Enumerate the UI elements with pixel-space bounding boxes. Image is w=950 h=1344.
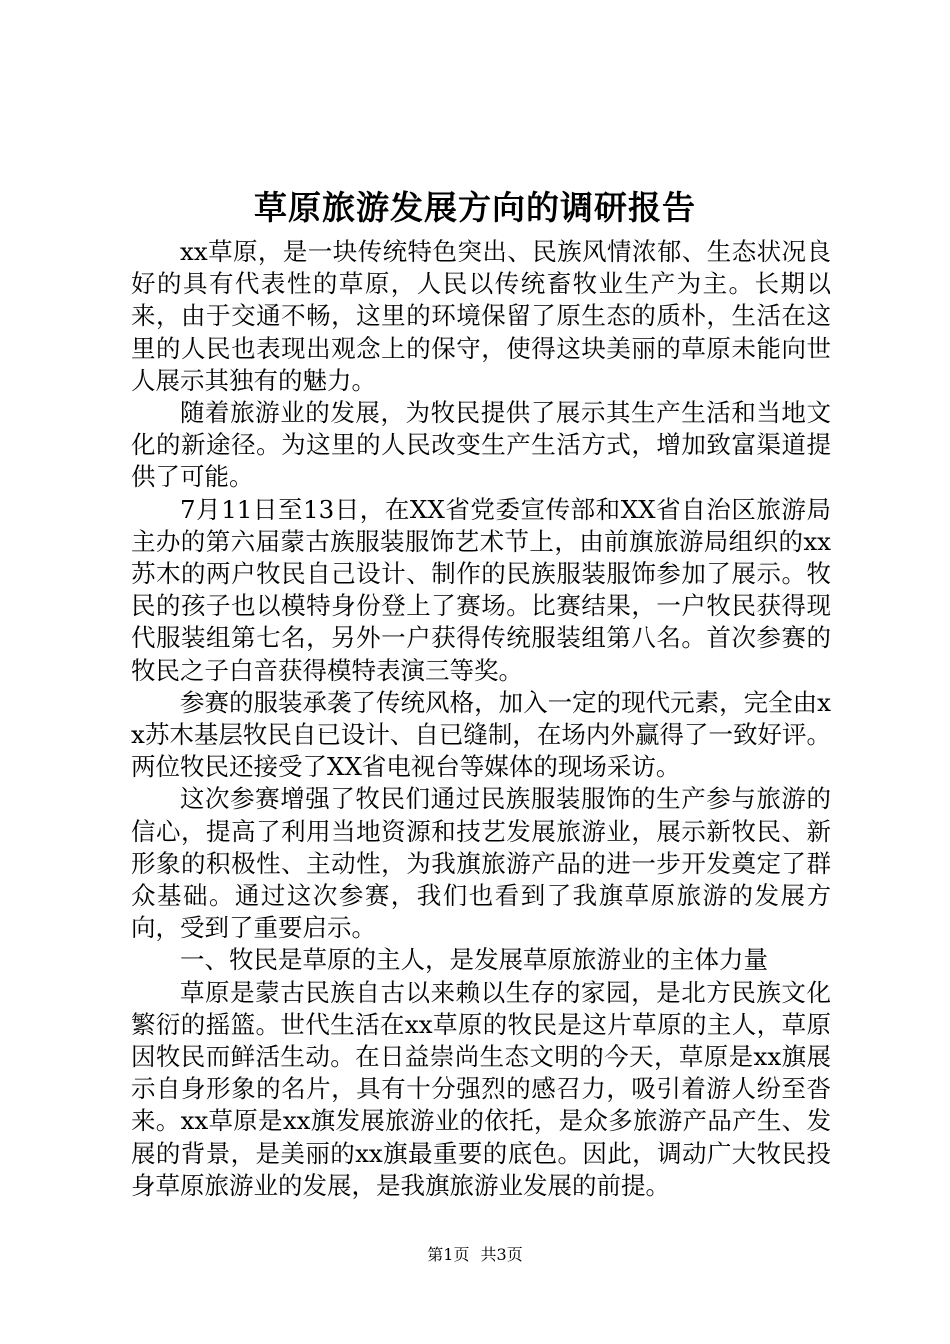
document-body [131,236,831,1202]
page-number: 第1页 [427,1245,470,1264]
document-title: 草原旅游发展方向的调研报告 [254,188,696,227]
section-heading-1: 一、牧民是草原的主人，是发展草原旅游业的主体力量 [180,945,768,975]
paragraph-competition-impact: 这次参赛增强了牧民们通过民族服装服饰的生产参与旅游的信心，提高了利用当地资源和技艺发展旅游业，展示新牧民、新形象的积极性、主动性，为我旗旅游产品的进一步开发奠定了群众基础。通过这次参赛，我们也看到了我旗草原旅游的发展方向，受到了重要启示。 [131,784,831,943]
paragraph-herders-main-force: 草原是蒙古民族自古以来赖以生存的家园，是北方民族文化繁衍的摇篮。世代生活在xx草原的牧民是这片草原的主人，草原因牧民而鲜活生动。在日益崇尚生态文明的今天，草原是xx旗展示自身形象的名片，具有十分强烈的感召力，吸引着游人纷至沓来。xx草原是xx旗发展旅游业的依托，是众多旅游产品产生、发展的背景，是美丽的xx旗最重要的底色。因此，调动广大牧民投身草原旅游业的发展，是我旗旅游业发展的前提。 [131,977,831,1200]
paragraph-costume-festival: 7月11日至13日，在XX省党委宣传部和XX省自治区旅游局主办的第六届蒙古族服装服饰艺术节上，由前旗旅游局组织的xx苏木的两户牧民自己设计、制作的民族服装服饰参加了展示。牧民的孩子也以模特身份登上了赛场。比赛结果，一户牧民获得现代服装组第七名，另外一户获得传统服装组第八名。首次参赛的牧民之子白音获得模特表演三等奖。 [131,494,831,685]
paragraph-costume-style: 参赛的服装承袭了传统风格，加入一定的现代元素，完全由xx苏木基层牧民自已设计、自已缝制，在场内外赢得了一致好评。两位牧民还接受了XX省电视台等媒体的现场采访。 [131,687,831,782]
paragraph-intro: xx草原，是一块传统特色突出、民族风情浓郁、生态状况良好的具有代表性的草原，人民以传统畜牧业生产为主。长期以来，由于交通不畅，这里的环境保留了原生态的质朴，生活在这里的人民也表现出观念上的保守，使得这块美丽的草原未能向世人展示其独有的魅力。 [131,237,831,395]
page-total: 共3页 [480,1245,523,1264]
page-footer [0,1243,950,1267]
paragraph-tourism-development: 随着旅游业的发展，为牧民提供了展示其生产生活和当地文化的新途径。为这里的人民改变生产生活方式，增加致富渠道提供了可能。 [131,398,831,492]
